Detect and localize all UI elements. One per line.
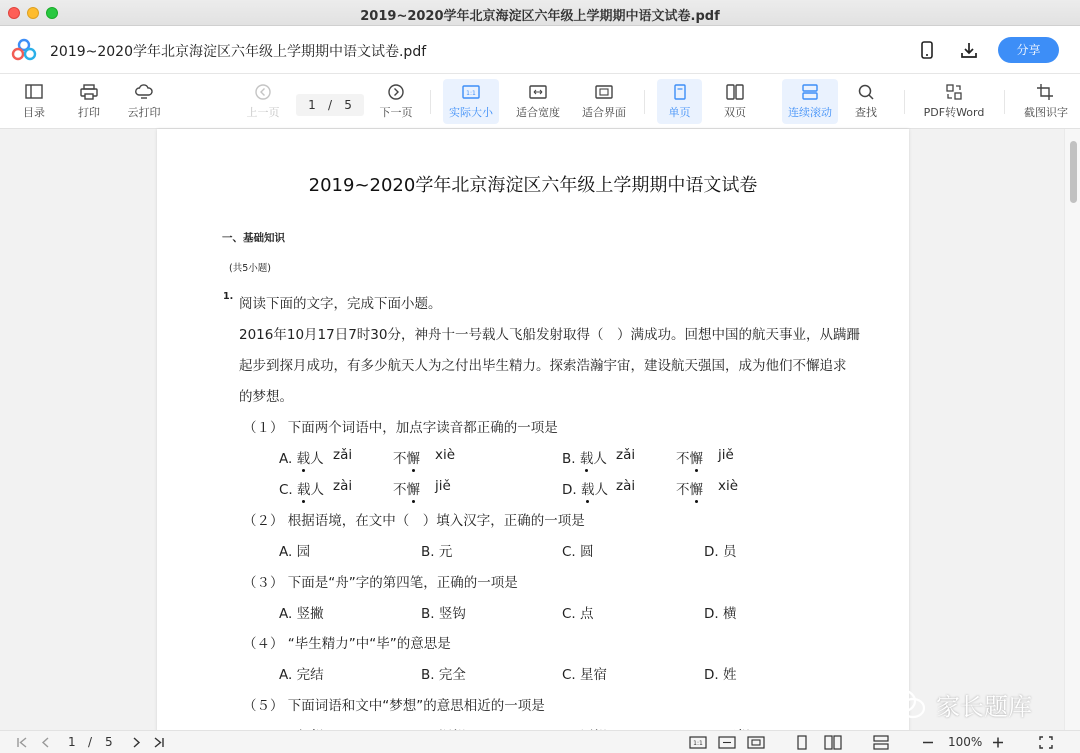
cloud-print-button[interactable] [122, 79, 166, 124]
watermark [884, 686, 1032, 722]
toc-icon [24, 83, 44, 101]
chevron-right-circle-icon [386, 83, 406, 101]
dotted-char: 懈 [406, 482, 420, 498]
single-page-button[interactable] [657, 79, 702, 124]
option-label: C. [279, 482, 298, 498]
option-1c-word2 [393, 478, 420, 498]
search-icon [856, 83, 876, 101]
prev-page-icon[interactable] [38, 735, 54, 750]
subquestion-3-stem: （３） 下面是“舟”字的第四笔，正确的一项是 [243, 575, 518, 591]
app-logo-icon [12, 39, 36, 61]
fullscreen-icon[interactable] [1038, 735, 1054, 750]
app-header [0, 26, 1080, 74]
paper-title: 2019~2020学年北京海淀区六年级上学期期中语文试卷 [308, 175, 758, 196]
current-page-value: 1 [308, 98, 316, 112]
option-1c [279, 478, 324, 498]
toolbar-divider [1004, 90, 1005, 114]
double-page-icon [725, 83, 745, 101]
cloud-print-icon [134, 83, 154, 101]
fit-page-label: 适合界面 [582, 106, 626, 119]
char: 不 [393, 451, 407, 467]
status-current-page[interactable]: 1 [68, 735, 76, 749]
next-page-label: 下一页 [379, 106, 413, 119]
option-label: D. [562, 482, 581, 498]
option: A. 园 [279, 544, 311, 560]
search-label: 查找 [855, 106, 877, 119]
zoom-level[interactable]: 100% [948, 735, 983, 749]
option: B. 元 [421, 544, 453, 560]
fit-page-icon[interactable] [747, 735, 765, 750]
actual-size-icon[interactable] [689, 735, 707, 750]
double-page-label: 双页 [724, 106, 746, 119]
window-title: 2019~2020学年北京海淀区六年级上学期期中语文试卷.pdf [360, 9, 720, 24]
pinyin: xiè [435, 447, 456, 463]
screenshot-ocr-button[interactable] [1018, 79, 1074, 124]
option-1b [562, 447, 607, 467]
next-page-icon[interactable] [128, 735, 144, 750]
status-total-pages: 5 [105, 735, 113, 749]
option: A. 完结 [279, 667, 324, 683]
search-button[interactable] [848, 79, 884, 124]
fit-page-button[interactable] [577, 79, 631, 124]
dotted-char: 载 [580, 482, 595, 498]
option: D. 横 [704, 606, 737, 622]
prev-page-label: 上一页 [246, 106, 280, 119]
passage-line: 的梦想。 [239, 389, 293, 405]
total-pages-value: 5 [344, 98, 352, 112]
option-1d [562, 478, 608, 498]
page-number-input[interactable] [296, 94, 364, 116]
single-page-icon[interactable] [794, 735, 810, 750]
continuous-scroll-icon [800, 83, 820, 101]
printer-icon [79, 83, 99, 101]
fit-width-icon [528, 83, 548, 101]
pinyin: xiè [718, 478, 739, 494]
print-label: 打印 [78, 106, 100, 119]
char: 人 [310, 451, 324, 467]
pinyin: zǎi [616, 447, 636, 463]
pdf-to-word-label: PDF转Word [923, 106, 985, 119]
single-page-label: 单页 [668, 106, 691, 119]
window-titlebar [0, 0, 1080, 26]
last-page-icon[interactable] [151, 735, 167, 750]
pdf-to-word-button[interactable] [918, 79, 990, 124]
vertical-scrollbar[interactable] [1064, 129, 1080, 730]
subquestion-5-stem: （５） 下面词语和文中“梦想”的意思相近的一项是 [243, 698, 545, 714]
char: 不 [393, 482, 407, 498]
pdf-page [157, 129, 909, 749]
char: 不 [676, 482, 690, 498]
wechat-icon [884, 687, 928, 721]
dotted-char: 载 [579, 451, 594, 467]
mobile-icon[interactable] [917, 40, 937, 60]
actual-size-button[interactable] [443, 79, 499, 124]
subquestion-4-stem: （４） “毕生精力”中“毕”的意思是 [243, 636, 451, 652]
prev-page-button[interactable] [243, 79, 283, 124]
pdf-convert-icon [944, 83, 964, 101]
option: A. 竖撇 [279, 606, 324, 622]
dotted-char: 懈 [406, 451, 420, 467]
option: D. 员 [704, 544, 737, 560]
document-title: 2019~2020学年北京海淀区六年级上学期期中语文试卷.pdf [50, 44, 427, 60]
dotted-char: 载 [297, 482, 311, 498]
watermark-text: 家长题库 [936, 692, 1032, 721]
pinyin: zǎi [333, 447, 353, 463]
option: C. 圆 [562, 544, 594, 560]
status-page-sep: / [88, 735, 93, 749]
pinyin: zài [333, 478, 353, 494]
option: D. 姓 [704, 667, 737, 683]
option-1a [279, 447, 324, 467]
option-1a-word2 [393, 447, 420, 467]
option-1d-word2 [676, 478, 703, 498]
zoom-out-icon[interactable] [920, 735, 936, 750]
dotted-char: 懈 [689, 451, 703, 467]
option: B. 竖钩 [421, 606, 466, 622]
char: 人 [594, 482, 608, 498]
fit-width-button[interactable] [511, 79, 565, 124]
screenshot-ocr-label: 截图识字 [1024, 106, 1068, 119]
single-page-icon [670, 83, 690, 101]
toolbar-divider [904, 90, 905, 114]
toolbar [0, 74, 1080, 129]
section-note: (共5小题) [229, 263, 271, 274]
char: 人 [310, 482, 325, 498]
toc-button[interactable] [14, 79, 54, 124]
fit-width-label: 适合宽度 [516, 106, 560, 119]
option-1b-word2 [676, 447, 703, 467]
question-intro: 阅读下面的文字，完成下面小题。 [239, 296, 442, 312]
status-bar [0, 730, 1080, 753]
zoom-in-icon[interactable] [990, 735, 1006, 750]
char: 不 [676, 451, 690, 467]
toolbar-divider [430, 90, 431, 114]
dotted-char: 载 [296, 451, 311, 467]
continuous-scroll-button[interactable] [782, 79, 838, 124]
option-label: A. [279, 451, 297, 467]
char: 人 [593, 451, 607, 467]
pinyin: jiě [718, 447, 734, 463]
pinyin: jiě [435, 478, 451, 494]
svg-text:1:1: 1:1 [466, 90, 476, 97]
option: C. 星宿 [562, 667, 608, 683]
dotted-char: 懈 [689, 482, 703, 498]
toolbar-divider [644, 90, 645, 114]
continuous-scroll-icon[interactable] [872, 735, 890, 750]
double-page-icon[interactable] [824, 735, 842, 750]
document-viewer[interactable] [0, 129, 1080, 730]
crop-icon [1036, 83, 1056, 101]
option-label: B. [562, 451, 580, 467]
actual-size-label: 实际大小 [449, 106, 493, 119]
question-number: 1. [223, 291, 234, 302]
svg-text:1:1: 1:1 [693, 740, 703, 747]
pinyin: zài [616, 478, 636, 494]
page-separator: / [327, 98, 333, 112]
actual-size-icon [461, 83, 481, 101]
fit-page-icon [594, 83, 614, 101]
passage-line: 2016年10月17日7时30分，神舟十一号载人飞船发射取得（ ）满成功。回想中国的航天事业，从蹒跚 [239, 327, 860, 343]
option: C. 点 [562, 606, 594, 622]
download-icon[interactable] [959, 40, 979, 60]
cloud-print-label: 云打印 [127, 106, 161, 119]
print-button[interactable] [69, 79, 109, 124]
continuous-scroll-label: 连续滚动 [788, 106, 832, 119]
share-button[interactable]: 分享 [998, 37, 1059, 63]
fit-width-icon[interactable] [718, 735, 736, 750]
scrollbar-thumb[interactable] [1070, 141, 1077, 203]
option: B. 完全 [421, 667, 466, 683]
section-heading: 一、基础知识 [222, 232, 285, 244]
chevron-left-circle-icon [253, 83, 273, 101]
next-page-button[interactable] [376, 79, 416, 124]
subquestion-2-stem: （２） 根据语境，在文中（ ）填入汉字，正确的一项是 [243, 513, 585, 529]
double-page-button[interactable] [714, 79, 756, 124]
subquestion-1-stem: （１） 下面两个词语中，加点字读音都正确的一项是 [243, 420, 558, 436]
first-page-icon[interactable] [14, 735, 30, 750]
passage-line: 起步到探月成功，有多少航天人为之付出毕生精力。探索浩瀚宇宙，建设航天强国，成为他们不懈追求 [239, 358, 847, 374]
toc-label: 目录 [23, 106, 45, 119]
